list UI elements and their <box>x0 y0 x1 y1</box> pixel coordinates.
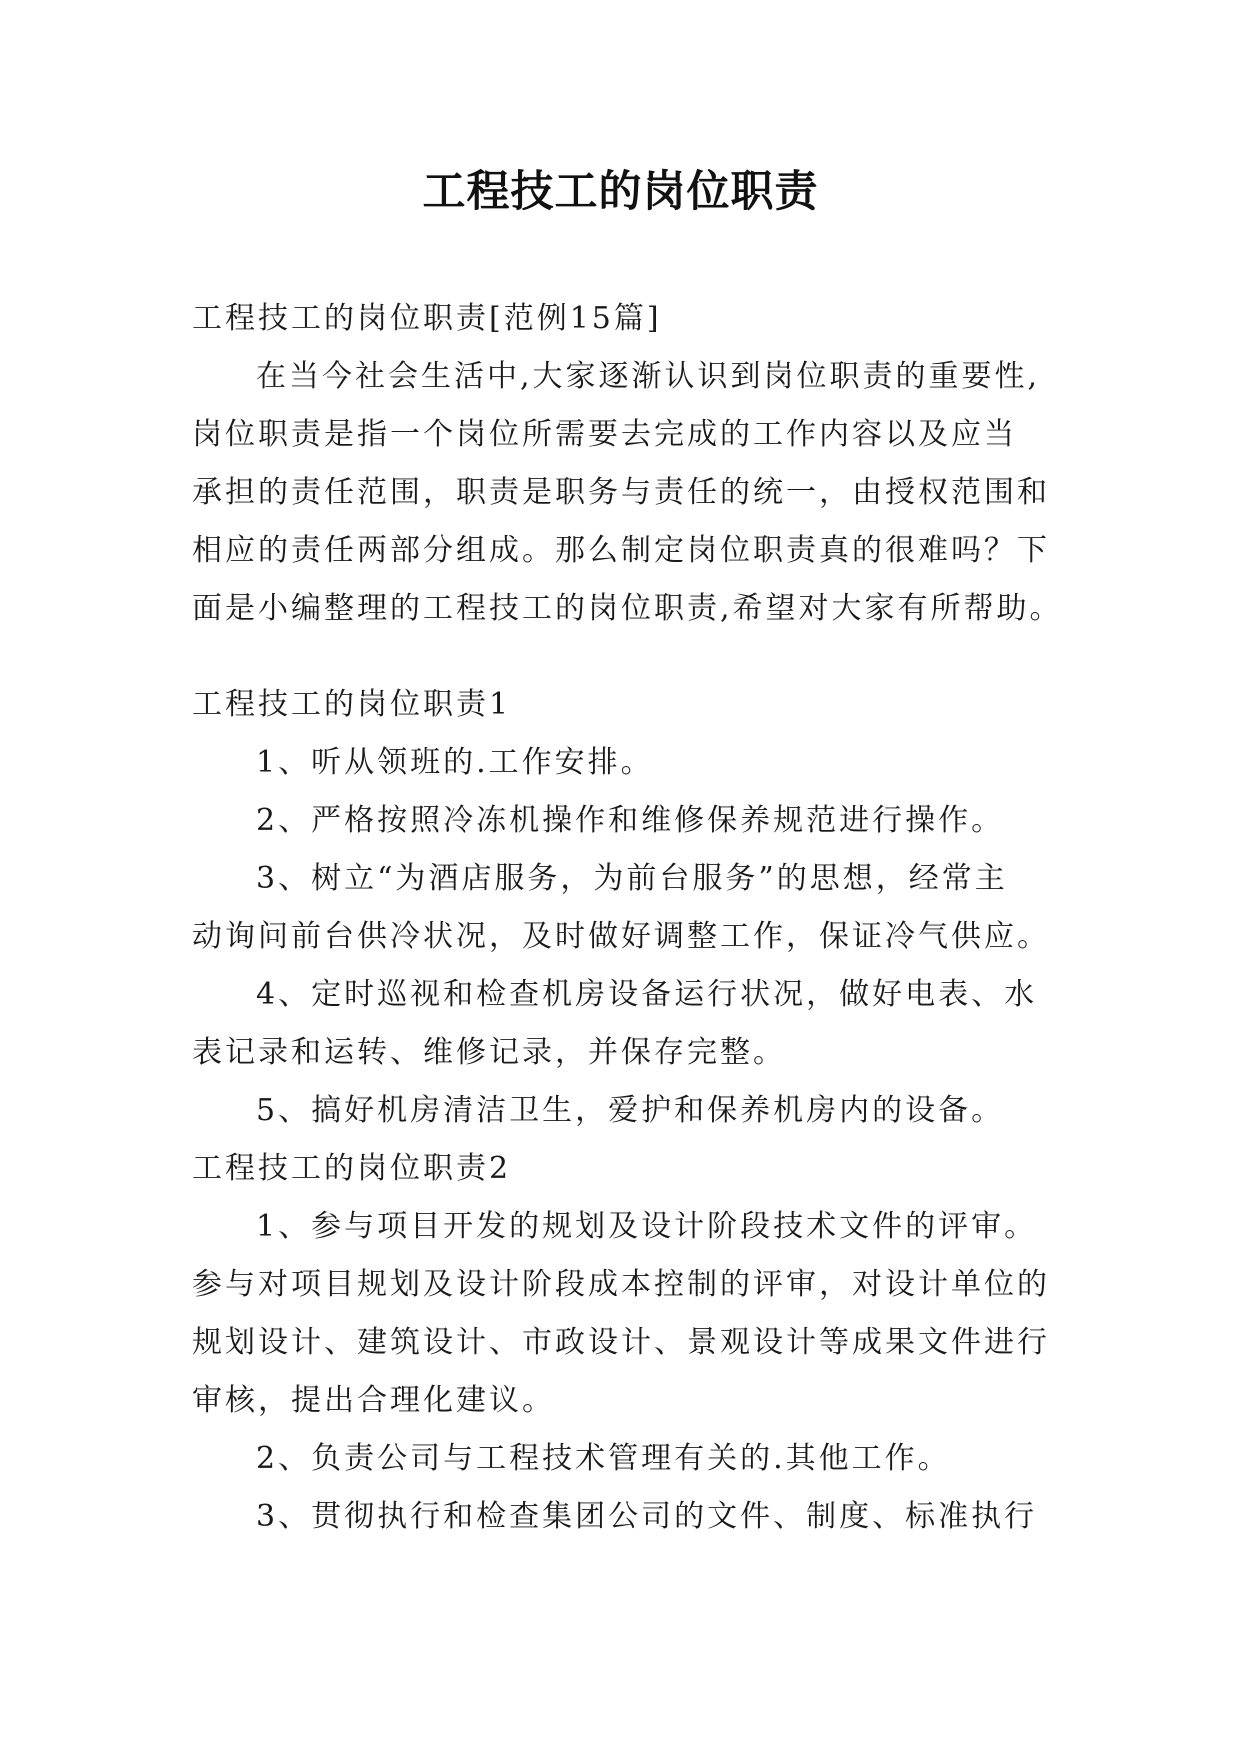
section-line: 1、听从领班的.工作安排。 <box>256 745 654 780</box>
paragraph-gap <box>192 638 1072 676</box>
document-subtitle: 工程技工的岗位职责[范例15篇] <box>192 301 662 336</box>
section-line: 审核，提出合理化建议。 <box>192 1383 555 1418</box>
intro-line: 岗位职责是指一个岗位所需要去完成的工作内容以及应当 <box>192 417 1017 452</box>
section-heading: 工程技工的岗位职责2 <box>192 1151 512 1186</box>
document-title: 工程技工的岗位职责 <box>422 167 819 217</box>
intro-line: 相应的责任两部分组成。那么制定岗位职责真的很难吗？下 <box>192 533 1050 568</box>
section-line: 动询问前台供冷状况，及时做好调整工作，保证冷气供应。 <box>192 919 1050 954</box>
section-line: 4、定时巡视和检查机房设备运行状况，做好电表、水 <box>256 977 1038 1012</box>
intro-line: 面是小编整理的工程技工的岗位职责,希望对大家有所帮助。 <box>192 591 1063 626</box>
section-line: 5、搞好机房清洁卫生，爱护和保养机房内的设备。 <box>256 1093 1005 1128</box>
document-body <box>192 290 1072 1546</box>
intro-line: 在当今社会生活中,大家逐渐认识到岗位职责的重要性, <box>256 359 1041 394</box>
section-line: 表记录和运转、维修记录，并保存完整。 <box>192 1035 786 1070</box>
section-line: 2、负责公司与工程技术管理有关的.其他工作。 <box>256 1441 951 1476</box>
section-line: 参与对项目规划及设计阶段成本控制的评审，对设计单位的 <box>192 1267 1050 1302</box>
section-line: 1、参与项目开发的规划及设计阶段技术文件的评审。 <box>256 1209 1038 1244</box>
section-line: 3、树立“为酒店服务，为前台服务”的思想，经常主 <box>256 861 1008 896</box>
section-line: 3、贯彻执行和检查集团公司的文件、制度、标准执行 <box>256 1499 1038 1534</box>
section-heading: 工程技工的岗位职责1 <box>192 687 512 722</box>
section-line: 2、严格按照冷冻机操作和维修保养规范进行操作。 <box>256 803 1005 838</box>
section-line: 规划设计、建筑设计、市政设计、景观设计等成果文件进行 <box>192 1325 1050 1360</box>
intro-line: 承担的责任范围，职责是职务与责任的统一，由授权范围和 <box>192 475 1050 510</box>
